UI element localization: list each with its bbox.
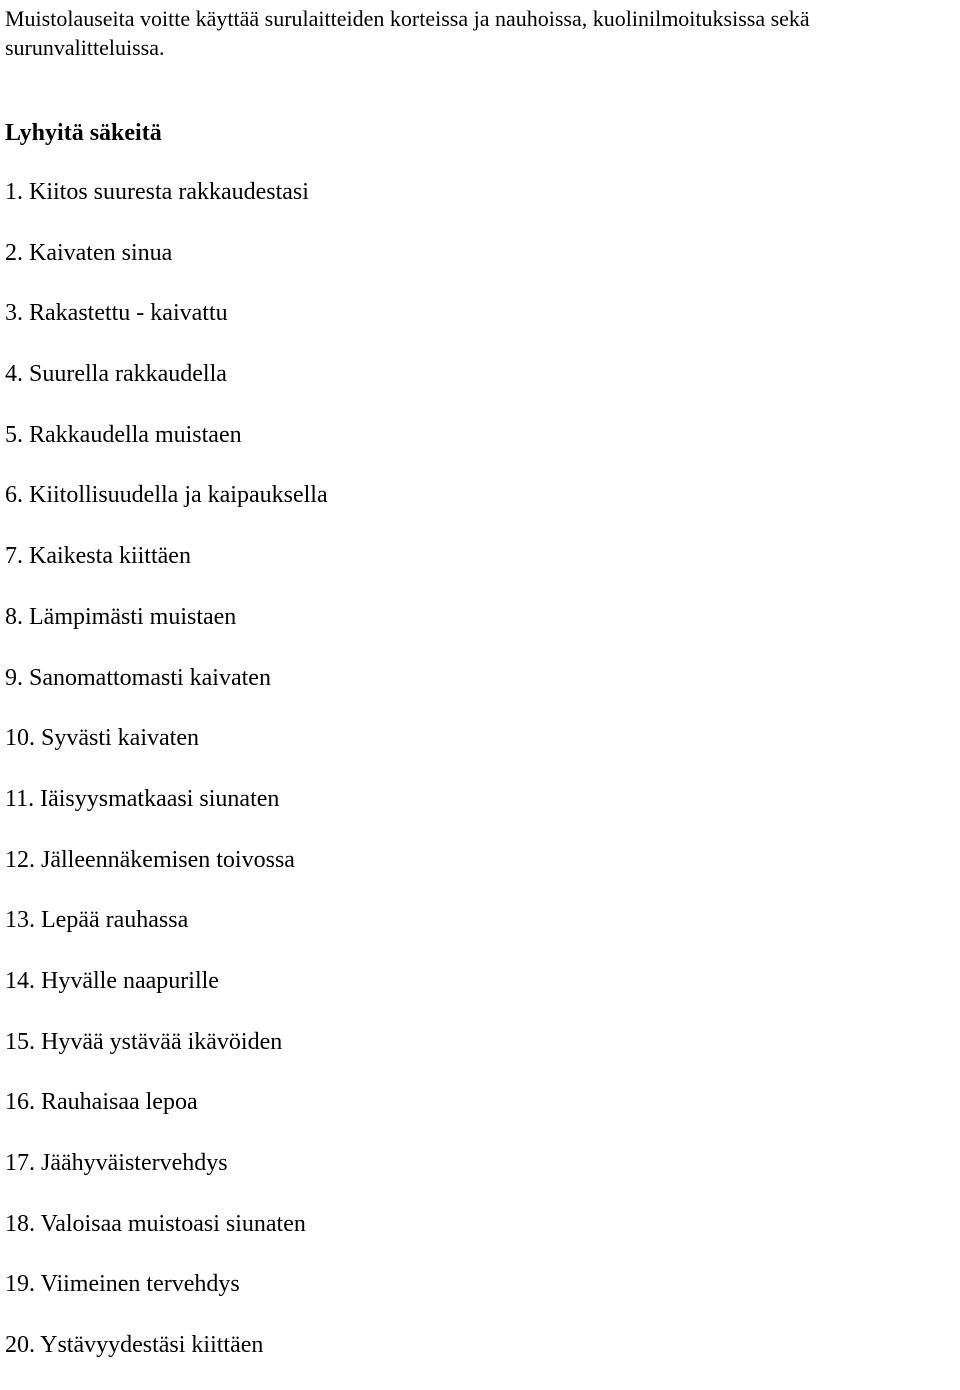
verse-item: 2. Kaivaten sinua — [5, 239, 173, 266]
verse-item: 20. Ystävyydestäsi kiittäen — [5, 1332, 264, 1359]
verse-item: 4. Suurella rakkaudella — [5, 361, 227, 388]
verse-item: 9. Sanomattomasti kaivaten — [5, 664, 271, 691]
verse-item: 14. Hyvälle naapurille — [5, 967, 219, 994]
document — [5, 0, 955, 1359]
verse-item: 13. Lepää rauhassa — [5, 907, 189, 934]
verse-item: 18. Valoisaa muistoasi siunaten — [5, 1210, 306, 1237]
verse-item: 7. Kaikesta kiittäen — [5, 543, 191, 570]
verse-item: 3. Rakastettu - kaivattu — [5, 300, 228, 327]
verse-item: 16. Rauhaisaa lepoa — [5, 1089, 198, 1116]
section-heading: Lyhyitä säkeitä — [5, 120, 162, 146]
verse-item: 1. Kiitos suuresta rakkaudestasi — [5, 179, 309, 205]
intro-paragraph: Muistolauseita voitte käyttää surulaitteiden korteissa ja nauhoissa, kuolinilmoituksissa sekä surunvalitteluissa. — [5, 6, 810, 60]
verse-item: 6. Kiitollisuudella ja kaipauksella — [5, 482, 328, 509]
verse-item: 17. Jäähyväistervehdys — [5, 1150, 228, 1176]
verse-item: 8. Lämpimästi muistaen — [5, 603, 237, 630]
verse-list — [5, 176, 328, 1390]
verse-item: 15. Hyvää ystävää ikävöiden — [5, 1028, 283, 1055]
verse-item: 19. Viimeinen tervehdys — [5, 1271, 240, 1298]
verse-item: 11. Iäisyysmatkaasi siunaten — [5, 785, 280, 812]
verse-item: 5. Rakkaudella muistaen — [5, 421, 242, 448]
verse-item: 10. Syvästi kaivaten — [5, 725, 199, 752]
verse-item: 12. Jälleennäkemisen toivossa — [5, 846, 295, 873]
